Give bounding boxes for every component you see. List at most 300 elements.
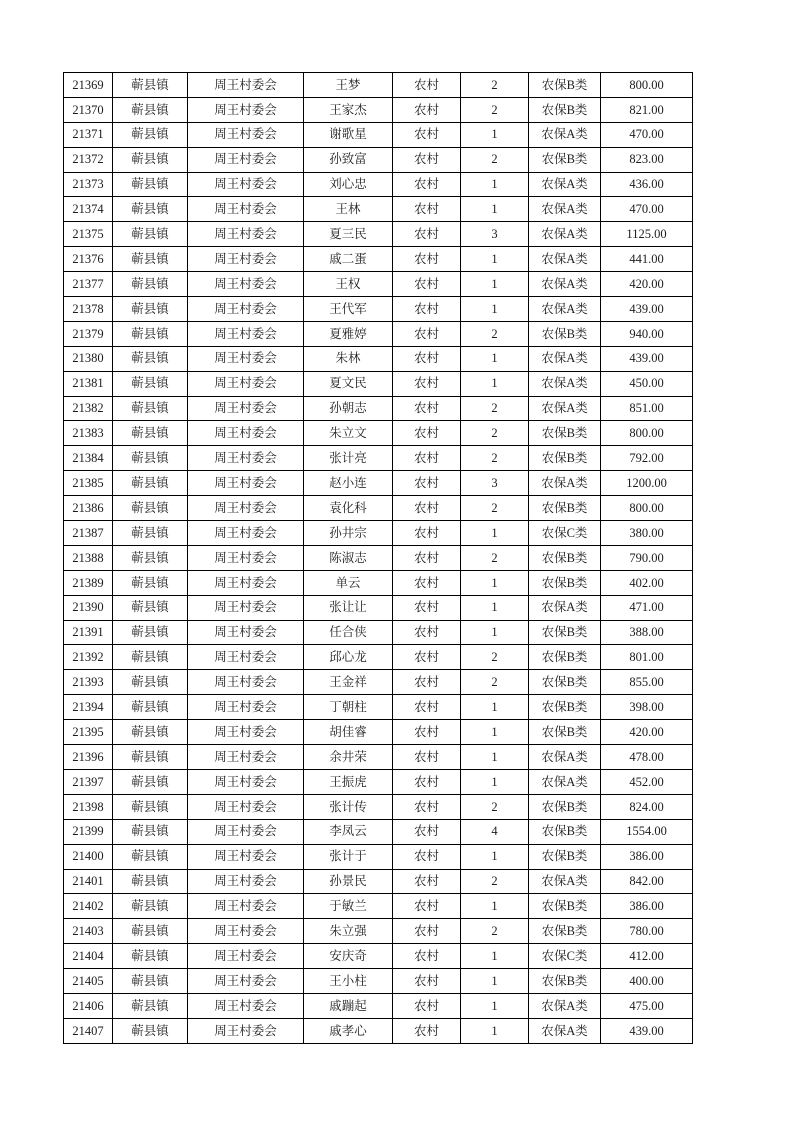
cell-id: 21401 [64,869,113,894]
cell-id: 21377 [64,272,113,297]
cell-residence_type: 农村 [393,720,461,745]
cell-town: 蕲县镇 [113,297,188,322]
cell-residence_type: 农村 [393,570,461,595]
cell-persons: 1 [461,346,529,371]
cell-amount: 380.00 [601,521,693,546]
cell-residence_type: 农村 [393,172,461,197]
cell-insurance_category: 农保A类 [529,769,601,794]
table-row [64,172,693,197]
cell-persons: 1 [461,595,529,620]
cell-village: 周王村委会 [188,73,304,98]
cell-town: 蕲县镇 [113,869,188,894]
table-row [64,521,693,546]
cell-village: 周王村委会 [188,570,304,595]
cell-town: 蕲县镇 [113,993,188,1018]
cell-persons: 2 [461,645,529,670]
cell-insurance_category: 农保B类 [529,73,601,98]
cell-insurance_category: 农保B类 [529,321,601,346]
cell-village: 周王村委会 [188,197,304,222]
cell-village: 周王村委会 [188,346,304,371]
cell-id: 21381 [64,371,113,396]
cell-town: 蕲县镇 [113,1018,188,1043]
cell-village: 周王村委会 [188,421,304,446]
cell-name: 胡佳睿 [304,720,393,745]
table-row [64,894,693,919]
cell-village: 周王村委会 [188,645,304,670]
cell-village: 周王村委会 [188,720,304,745]
cell-persons: 2 [461,545,529,570]
cell-id: 21382 [64,396,113,421]
cell-town: 蕲县镇 [113,346,188,371]
cell-id: 21400 [64,844,113,869]
cell-name: 安庆奇 [304,944,393,969]
cell-residence_type: 农村 [393,446,461,471]
cell-village: 周王村委会 [188,247,304,272]
cell-town: 蕲县镇 [113,620,188,645]
cell-name: 王权 [304,272,393,297]
cell-name: 王代军 [304,297,393,322]
cell-persons: 1 [461,969,529,994]
cell-village: 周王村委会 [188,819,304,844]
cell-amount: 792.00 [601,446,693,471]
cell-id: 21406 [64,993,113,1018]
cell-name: 夏雅婷 [304,321,393,346]
cell-persons: 1 [461,769,529,794]
cell-persons: 1 [461,894,529,919]
cell-insurance_category: 农保A类 [529,993,601,1018]
cell-persons: 1 [461,1018,529,1043]
cell-town: 蕲县镇 [113,496,188,521]
cell-town: 蕲县镇 [113,97,188,122]
cell-town: 蕲县镇 [113,545,188,570]
table-row [64,247,693,272]
cell-amount: 1200.00 [601,471,693,496]
cell-id: 21392 [64,645,113,670]
cell-insurance_category: 农保A类 [529,869,601,894]
cell-insurance_category: 农保A类 [529,396,601,421]
cell-village: 周王村委会 [188,272,304,297]
cell-village: 周王村委会 [188,993,304,1018]
cell-name: 夏三民 [304,222,393,247]
cell-insurance_category: 农保B类 [529,695,601,720]
cell-village: 周王村委会 [188,371,304,396]
table-row [64,545,693,570]
cell-name: 袁化科 [304,496,393,521]
cell-persons: 1 [461,695,529,720]
cell-persons: 2 [461,869,529,894]
cell-amount: 388.00 [601,620,693,645]
cell-village: 周王村委会 [188,496,304,521]
cell-residence_type: 农村 [393,471,461,496]
cell-village: 周王村委会 [188,844,304,869]
cell-id: 21390 [64,595,113,620]
cell-amount: 821.00 [601,97,693,122]
cell-persons: 1 [461,521,529,546]
cell-name: 余井荣 [304,745,393,770]
cell-persons: 1 [461,272,529,297]
cell-id: 21399 [64,819,113,844]
cell-village: 周王村委会 [188,471,304,496]
cell-persons: 1 [461,122,529,147]
cell-insurance_category: 农保A类 [529,371,601,396]
cell-name: 孙景民 [304,869,393,894]
cell-persons: 3 [461,471,529,496]
cell-amount: 398.00 [601,695,693,720]
cell-insurance_category: 农保B类 [529,670,601,695]
cell-name: 张让让 [304,595,393,620]
cell-persons: 4 [461,819,529,844]
cell-id: 21370 [64,97,113,122]
table-row [64,496,693,521]
cell-village: 周王村委会 [188,919,304,944]
cell-amount: 800.00 [601,73,693,98]
cell-persons: 1 [461,570,529,595]
cell-name: 丁朝柱 [304,695,393,720]
cell-name: 王家杰 [304,97,393,122]
cell-town: 蕲县镇 [113,745,188,770]
cell-residence_type: 农村 [393,1018,461,1043]
table-row [64,222,693,247]
cell-village: 周王村委会 [188,695,304,720]
cell-id: 21397 [64,769,113,794]
cell-residence_type: 农村 [393,346,461,371]
cell-residence_type: 农村 [393,421,461,446]
cell-residence_type: 农村 [393,272,461,297]
cell-persons: 2 [461,919,529,944]
cell-residence_type: 农村 [393,944,461,969]
cell-name: 谢歌星 [304,122,393,147]
cell-insurance_category: 农保B类 [529,496,601,521]
table-row [64,371,693,396]
cell-amount: 1125.00 [601,222,693,247]
cell-id: 21371 [64,122,113,147]
cell-insurance_category: 农保B类 [529,570,601,595]
cell-name: 朱立文 [304,421,393,446]
cell-persons: 3 [461,222,529,247]
cell-amount: 855.00 [601,670,693,695]
cell-name: 戚二蛋 [304,247,393,272]
cell-amount: 420.00 [601,720,693,745]
cell-residence_type: 农村 [393,122,461,147]
cell-id: 21373 [64,172,113,197]
cell-name: 于敏兰 [304,894,393,919]
table-row [64,396,693,421]
cell-amount: 940.00 [601,321,693,346]
cell-persons: 1 [461,720,529,745]
cell-village: 周王村委会 [188,969,304,994]
cell-residence_type: 农村 [393,645,461,670]
cell-id: 21369 [64,73,113,98]
cell-insurance_category: 农保B类 [529,446,601,471]
cell-amount: 790.00 [601,545,693,570]
cell-persons: 2 [461,446,529,471]
cell-name: 邱心龙 [304,645,393,670]
cell-village: 周王村委会 [188,595,304,620]
cell-amount: 439.00 [601,346,693,371]
cell-amount: 478.00 [601,745,693,770]
cell-residence_type: 农村 [393,147,461,172]
cell-amount: 450.00 [601,371,693,396]
cell-id: 21387 [64,521,113,546]
cell-name: 李凤云 [304,819,393,844]
cell-amount: 823.00 [601,147,693,172]
cell-persons: 2 [461,421,529,446]
cell-name: 任合侠 [304,620,393,645]
cell-name: 朱林 [304,346,393,371]
cell-town: 蕲县镇 [113,944,188,969]
cell-residence_type: 农村 [393,297,461,322]
cell-residence_type: 农村 [393,620,461,645]
cell-amount: 851.00 [601,396,693,421]
cell-id: 21384 [64,446,113,471]
cell-amount: 452.00 [601,769,693,794]
cell-id: 21398 [64,794,113,819]
table-row [64,570,693,595]
cell-insurance_category: 农保A类 [529,595,601,620]
cell-persons: 1 [461,944,529,969]
cell-village: 周王村委会 [188,446,304,471]
cell-amount: 1554.00 [601,819,693,844]
cell-residence_type: 农村 [393,396,461,421]
cell-persons: 2 [461,97,529,122]
cell-amount: 800.00 [601,496,693,521]
cell-insurance_category: 农保B类 [529,545,601,570]
cell-residence_type: 农村 [393,869,461,894]
cell-town: 蕲县镇 [113,147,188,172]
cell-residence_type: 农村 [393,794,461,819]
cell-town: 蕲县镇 [113,695,188,720]
cell-residence_type: 农村 [393,844,461,869]
cell-amount: 780.00 [601,919,693,944]
table-row [64,122,693,147]
cell-town: 蕲县镇 [113,819,188,844]
cell-amount: 439.00 [601,1018,693,1043]
cell-name: 单云 [304,570,393,595]
table-row [64,695,693,720]
cell-amount: 824.00 [601,794,693,819]
cell-town: 蕲县镇 [113,670,188,695]
cell-amount: 386.00 [601,844,693,869]
cell-town: 蕲县镇 [113,894,188,919]
cell-persons: 2 [461,147,529,172]
cell-persons: 1 [461,172,529,197]
cell-residence_type: 农村 [393,321,461,346]
cell-village: 周王村委会 [188,620,304,645]
cell-id: 21388 [64,545,113,570]
cell-town: 蕲县镇 [113,197,188,222]
table-row [64,769,693,794]
cell-residence_type: 农村 [393,97,461,122]
cell-town: 蕲县镇 [113,969,188,994]
table-row [64,297,693,322]
cell-name: 赵小连 [304,471,393,496]
table-row [64,471,693,496]
cell-id: 21374 [64,197,113,222]
table-row [64,819,693,844]
cell-name: 王振虎 [304,769,393,794]
cell-id: 21376 [64,247,113,272]
cell-insurance_category: 农保C类 [529,944,601,969]
table-row [64,97,693,122]
cell-insurance_category: 农保C类 [529,521,601,546]
cell-village: 周王村委会 [188,670,304,695]
cell-town: 蕲县镇 [113,172,188,197]
cell-id: 21380 [64,346,113,371]
cell-persons: 2 [461,794,529,819]
cell-insurance_category: 农保B类 [529,844,601,869]
cell-id: 21385 [64,471,113,496]
table-row [64,670,693,695]
cell-town: 蕲县镇 [113,371,188,396]
cell-town: 蕲县镇 [113,73,188,98]
table-row [64,919,693,944]
table-body [64,73,693,1044]
table-row [64,620,693,645]
table-row [64,446,693,471]
cell-town: 蕲县镇 [113,321,188,346]
cell-id: 21383 [64,421,113,446]
cell-persons: 2 [461,396,529,421]
cell-town: 蕲县镇 [113,471,188,496]
cell-amount: 471.00 [601,595,693,620]
cell-persons: 2 [461,321,529,346]
cell-village: 周王村委会 [188,172,304,197]
cell-name: 孙致富 [304,147,393,172]
cell-insurance_category: 农保B类 [529,620,601,645]
cell-persons: 1 [461,247,529,272]
cell-residence_type: 农村 [393,919,461,944]
cell-persons: 1 [461,745,529,770]
cell-name: 孙井宗 [304,521,393,546]
cell-town: 蕲县镇 [113,521,188,546]
cell-insurance_category: 农保B类 [529,645,601,670]
cell-name: 刘心忠 [304,172,393,197]
cell-town: 蕲县镇 [113,421,188,446]
cell-id: 21391 [64,620,113,645]
cell-id: 21372 [64,147,113,172]
cell-insurance_category: 农保B类 [529,421,601,446]
cell-village: 周王村委会 [188,122,304,147]
cell-insurance_category: 农保A类 [529,297,601,322]
cell-town: 蕲县镇 [113,570,188,595]
cell-amount: 470.00 [601,197,693,222]
table-row [64,645,693,670]
cell-id: 21386 [64,496,113,521]
cell-insurance_category: 农保A类 [529,471,601,496]
cell-id: 21396 [64,745,113,770]
cell-village: 周王村委会 [188,794,304,819]
table-row [64,1018,693,1043]
cell-name: 张计亮 [304,446,393,471]
cell-residence_type: 农村 [393,595,461,620]
cell-residence_type: 农村 [393,769,461,794]
cell-insurance_category: 农保A类 [529,272,601,297]
cell-amount: 402.00 [601,570,693,595]
cell-insurance_category: 农保B类 [529,919,601,944]
cell-id: 21404 [64,944,113,969]
cell-amount: 800.00 [601,421,693,446]
cell-id: 21395 [64,720,113,745]
cell-town: 蕲县镇 [113,222,188,247]
cell-village: 周王村委会 [188,97,304,122]
cell-town: 蕲县镇 [113,645,188,670]
cell-name: 王梦 [304,73,393,98]
cell-name: 王小柱 [304,969,393,994]
cell-residence_type: 农村 [393,894,461,919]
cell-id: 21389 [64,570,113,595]
cell-residence_type: 农村 [393,993,461,1018]
cell-persons: 1 [461,844,529,869]
table-row [64,745,693,770]
cell-village: 周王村委会 [188,297,304,322]
cell-village: 周王村委会 [188,545,304,570]
cell-insurance_category: 农保B类 [529,147,601,172]
cell-id: 21375 [64,222,113,247]
cell-village: 周王村委会 [188,745,304,770]
cell-residence_type: 农村 [393,496,461,521]
cell-village: 周王村委会 [188,321,304,346]
cell-name: 张计于 [304,844,393,869]
cell-name: 孙朝志 [304,396,393,421]
cell-persons: 1 [461,371,529,396]
cell-id: 21378 [64,297,113,322]
cell-insurance_category: 农保B类 [529,969,601,994]
cell-amount: 439.00 [601,297,693,322]
cell-village: 周王村委会 [188,944,304,969]
cell-name: 戚蹦起 [304,993,393,1018]
cell-persons: 1 [461,993,529,1018]
payment-roster-table [63,72,693,1044]
cell-insurance_category: 农保A类 [529,346,601,371]
cell-persons: 1 [461,297,529,322]
table-row [64,272,693,297]
table-row [64,147,693,172]
cell-insurance_category: 农保B类 [529,97,601,122]
cell-insurance_category: 农保A类 [529,172,601,197]
cell-id: 21394 [64,695,113,720]
cell-town: 蕲县镇 [113,396,188,421]
cell-insurance_category: 农保B类 [529,894,601,919]
table-row [64,720,693,745]
cell-amount: 475.00 [601,993,693,1018]
cell-town: 蕲县镇 [113,247,188,272]
cell-name: 王金祥 [304,670,393,695]
cell-insurance_category: 农保A类 [529,1018,601,1043]
table-row [64,844,693,869]
cell-village: 周王村委会 [188,869,304,894]
cell-amount: 436.00 [601,172,693,197]
cell-insurance_category: 农保A类 [529,222,601,247]
table-row [64,993,693,1018]
cell-residence_type: 农村 [393,545,461,570]
cell-name: 陈淑志 [304,545,393,570]
cell-residence_type: 农村 [393,247,461,272]
cell-amount: 801.00 [601,645,693,670]
cell-insurance_category: 农保A类 [529,247,601,272]
cell-insurance_category: 农保A类 [529,197,601,222]
cell-town: 蕲县镇 [113,272,188,297]
cell-id: 21402 [64,894,113,919]
cell-amount: 441.00 [601,247,693,272]
cell-village: 周王村委会 [188,1018,304,1043]
cell-residence_type: 农村 [393,670,461,695]
cell-residence_type: 农村 [393,819,461,844]
cell-residence_type: 农村 [393,222,461,247]
cell-town: 蕲县镇 [113,122,188,147]
cell-id: 21393 [64,670,113,695]
cell-id: 21405 [64,969,113,994]
cell-name: 张计传 [304,794,393,819]
